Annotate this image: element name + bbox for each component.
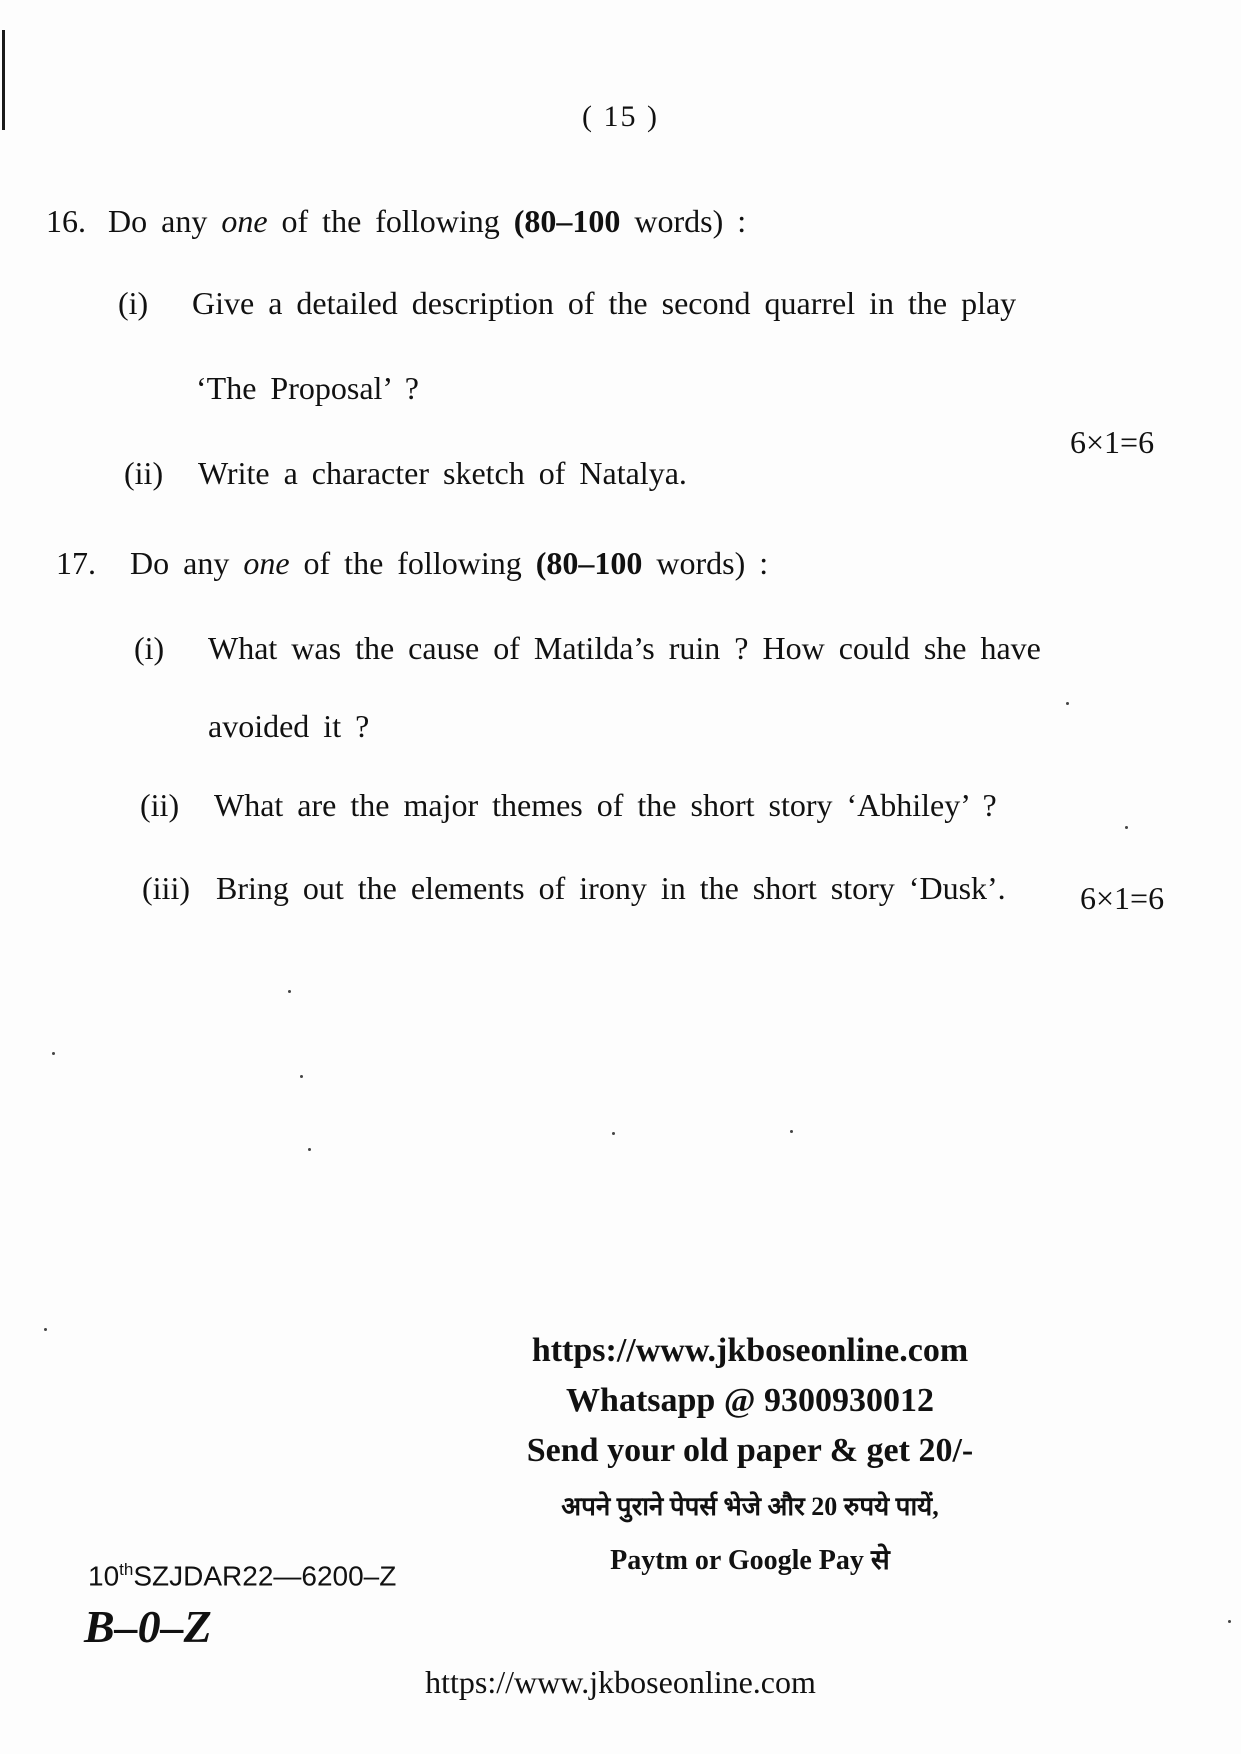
prompt-middle: of the following xyxy=(267,203,514,239)
prompt-emphasis: one xyxy=(243,545,290,581)
question-16-prompt xyxy=(46,203,746,240)
scan-speck xyxy=(1228,1620,1231,1623)
sub-number: (iii) xyxy=(142,870,190,906)
prompt-emphasis: one xyxy=(221,203,268,239)
question-number: 17. xyxy=(56,545,96,581)
sub-text: Give a detailed description of the second quarrel in the play xyxy=(192,285,1017,321)
prompt-after: words) : xyxy=(620,203,747,239)
question-17-sub-i-continued: avoided it ? xyxy=(208,708,370,744)
scan-speck xyxy=(52,1052,55,1055)
sub-text: What was the cause of Matilda’s ruin ? How could she have xyxy=(208,630,1041,666)
question-17-prompt xyxy=(56,545,768,582)
paper-series: B–0–Z xyxy=(84,1601,212,1652)
promo-whatsapp: Whatsapp @ 9300930012 xyxy=(566,1382,934,1419)
paper-code-sup: th xyxy=(119,1560,134,1579)
question-17-sub-iii xyxy=(142,870,1006,907)
sub-text: Write a character sketch of Natalya. xyxy=(198,455,687,491)
question-16-sub-i xyxy=(118,285,1016,322)
question-17-sub-ii xyxy=(140,787,997,824)
prompt-word-range: (80–100 xyxy=(535,545,643,581)
scan-speck xyxy=(1125,826,1128,829)
sub-number: (i) xyxy=(118,285,149,321)
sub-number: (ii) xyxy=(140,787,180,823)
sub-number: (i) xyxy=(134,630,165,666)
scan-speck xyxy=(300,1075,303,1078)
scan-speck xyxy=(1066,702,1069,705)
scan-speck xyxy=(790,1130,793,1133)
question-16-sub-ii xyxy=(124,455,687,492)
scan-speck xyxy=(288,990,291,993)
page-number: ( 15 ) xyxy=(582,100,659,133)
scan-speck xyxy=(308,1148,311,1151)
promo-payment: Paytm or Google Pay से xyxy=(610,1545,890,1576)
prompt-before: Do any xyxy=(108,203,222,239)
paper-code-rest: SZJDAR22—6200–Z xyxy=(133,1560,397,1592)
promo-offer: Send your old paper & get 20/- xyxy=(526,1432,974,1469)
marks-allocation: 6×1=6 xyxy=(1080,880,1165,916)
question-17-sub-i xyxy=(134,630,1041,667)
scan-speck xyxy=(44,1328,47,1331)
footer-url: https://www.jkboseonline.com xyxy=(425,1664,816,1700)
promo-url: https://www.jkboseonline.com xyxy=(531,1332,969,1369)
sub-text: What are the major themes of the short story ‘Abhiley’ ? xyxy=(214,787,997,823)
sub-text: Bring out the elements of irony in the short story ‘Dusk’. xyxy=(216,870,1006,906)
sub-number: (ii) xyxy=(124,455,164,491)
marks-allocation: 6×1=6 xyxy=(1070,424,1155,460)
paper-code-prefix: 10 xyxy=(88,1560,120,1592)
prompt-middle: of the following xyxy=(289,545,536,581)
scan-speck xyxy=(612,1132,615,1135)
question-number: 16. xyxy=(46,203,86,239)
question-16-sub-i-continued: ‘The Proposal’ ? xyxy=(196,370,419,406)
prompt-word-range: (80–100 xyxy=(513,203,621,239)
paper-code xyxy=(88,1560,396,1592)
promo-offer-hindi: अपने पुराने पेपर्स भेजे और 20 रुपये पायें, xyxy=(561,1492,939,1521)
prompt-before: Do any xyxy=(130,545,244,581)
prompt-after: words) : xyxy=(642,545,769,581)
